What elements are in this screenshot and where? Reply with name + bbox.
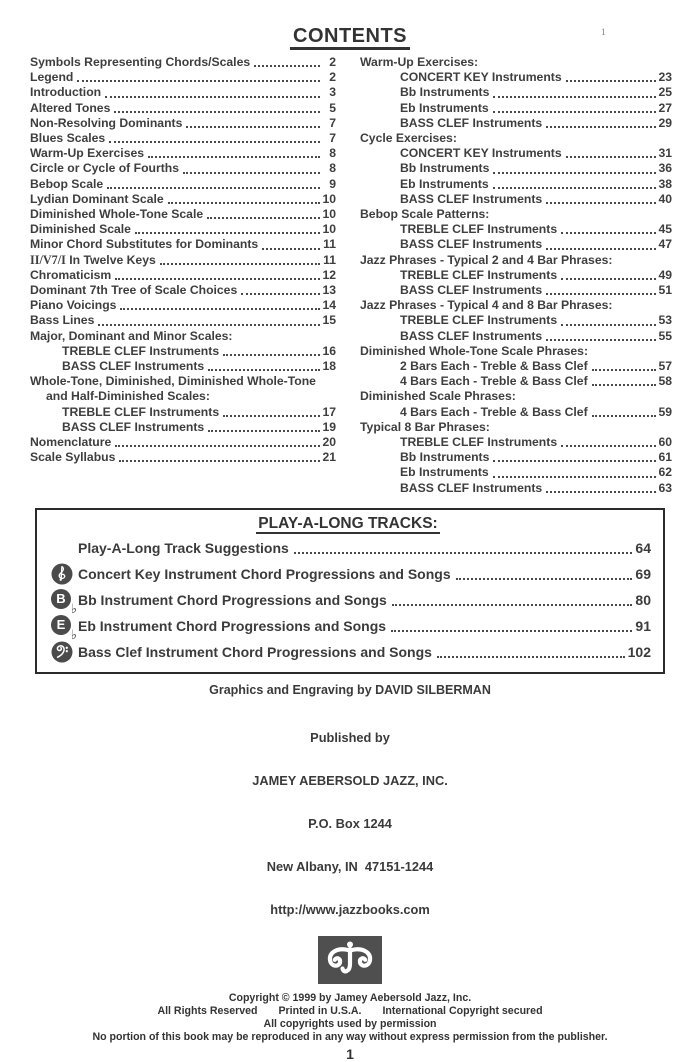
- corner-page-number: 1: [601, 27, 606, 37]
- toc-entry-label: BASS CLEF Instruments: [400, 191, 543, 206]
- toc-entry-label: Nomenclature: [30, 435, 112, 450]
- toc-section-header: [360, 55, 672, 70]
- dot-leader: [186, 126, 320, 128]
- toc-entry: [360, 374, 672, 389]
- toc-entry: [30, 268, 336, 283]
- toc-entry: [30, 237, 336, 252]
- toc-section-header: [360, 298, 672, 313]
- toc-page-number: 29: [658, 115, 672, 130]
- dot-leader: [183, 172, 320, 174]
- dot-leader: [114, 111, 320, 113]
- intl-copyright-text: International Copyright secured: [382, 1004, 543, 1017]
- toc-entry: [360, 192, 672, 207]
- dot-leader: [561, 278, 656, 280]
- dot-leader: [98, 324, 320, 326]
- dot-leader: [77, 80, 320, 82]
- dot-leader: [119, 460, 320, 462]
- play-a-long-entry: [45, 537, 651, 559]
- toc-entry-label: Introduction: [30, 85, 102, 100]
- dot-leader: [561, 232, 656, 234]
- toc-page-number: 61: [658, 450, 672, 465]
- toc-entry: [30, 420, 336, 435]
- toc-page-number: 14: [322, 298, 336, 313]
- play-a-long-entry: [45, 563, 651, 585]
- toc-entry: [30, 85, 336, 100]
- toc-entry: [30, 192, 336, 207]
- logo-container: [0, 936, 700, 989]
- toc-page-number: 62: [658, 465, 672, 480]
- dot-leader: [437, 656, 625, 658]
- play-a-long-tracks-heading: [45, 515, 651, 533]
- toc-page-number: 19: [322, 419, 336, 434]
- toc-entry: [360, 435, 672, 450]
- play-a-long-entry-label: Eb Instrument Chord Progressions and Songs: [78, 617, 387, 634]
- permission-line: All copyrights used by permission: [263, 1018, 437, 1031]
- toc-page-number: 55: [658, 328, 672, 343]
- toc-page-number: 23: [658, 70, 672, 85]
- toc-page-number: 63: [658, 480, 672, 495]
- toc-entry: [30, 359, 336, 374]
- toc-page-number: 60: [658, 435, 672, 450]
- toc-columns: [30, 55, 672, 496]
- toc-page-number: 25: [658, 85, 672, 100]
- toc-page-number: 38: [658, 176, 672, 191]
- toc-page-number: 59: [658, 404, 672, 419]
- toc-entry-label: Eb Instruments: [400, 176, 489, 191]
- toc-entry-label: Cycle Exercises:: [360, 131, 457, 146]
- toc-entry-label: Legend: [30, 70, 74, 85]
- dot-leader: [561, 324, 656, 326]
- play-a-long-entry-label: Bass Clef Instrument Chord Progressions and Songs: [78, 643, 432, 660]
- dot-leader: [168, 202, 320, 204]
- dot-leader: [254, 65, 320, 67]
- toc-entry-label: Typical 8 Bar Phrases:: [360, 419, 490, 434]
- dot-leader: [148, 156, 320, 158]
- toc-page-number: 20: [322, 435, 336, 450]
- dot-leader: [546, 339, 656, 341]
- toc-page-number: 10: [322, 191, 336, 206]
- dot-leader: [592, 369, 656, 371]
- play-a-long-tracks-heading-text: PLAY-A-LONG TRACKS:: [258, 514, 438, 532]
- dot-leader: [546, 293, 656, 295]
- toc-entry: [30, 298, 336, 313]
- play-a-long-page-number: 69: [635, 565, 651, 582]
- toc-entry-label: Minor Chord Substitutes for Dominants: [30, 237, 259, 252]
- dot-leader: [546, 126, 656, 128]
- toc-entry-label: Bass Lines: [30, 313, 95, 328]
- toc-section-header: [30, 329, 336, 344]
- toc-entry: [30, 207, 336, 222]
- toc-entry-label: Eb Instruments: [400, 100, 489, 115]
- toc-entry: [30, 161, 336, 176]
- toc-entry: [360, 101, 672, 116]
- toc-page-number: 10: [322, 222, 336, 237]
- bass-clef-icon: [51, 641, 73, 663]
- toc-entry-label: Bebop Scale Patterns:: [360, 207, 490, 222]
- toc-entry-label: Scale Syllabus: [30, 450, 116, 465]
- toc-page-number: 2: [329, 70, 336, 85]
- toc-section-header: [360, 389, 672, 404]
- copyright-line: Copyright © 1999 by Jamey Aebersold Jazz, Inc.: [228, 991, 472, 1004]
- toc-entry: [360, 116, 672, 131]
- dot-leader: [294, 552, 633, 554]
- toc-entry-label: 4 Bars Each - Treble & Bass Clef: [400, 404, 588, 419]
- toc-entry-label: BASS CLEF Instruments: [400, 237, 543, 252]
- toc-entry-label: Bb Instruments: [400, 450, 490, 465]
- flat-sign: ♭: [70, 627, 77, 643]
- toc-page-number: 36: [658, 161, 672, 176]
- toc-entry: [360, 146, 672, 161]
- toc-entry: [30, 146, 336, 161]
- toc-entry-label: Warm-Up Exercises:: [360, 55, 479, 69]
- toc-page-number: 16: [322, 343, 336, 358]
- publisher-address-block: [0, 703, 700, 932]
- toc-entry-label: TREBLE CLEF Instruments: [62, 343, 220, 358]
- play-a-long-entry-label: Bb Instrument Chord Progressions and Songs: [78, 591, 387, 608]
- toc-entry-label: CONCERT KEY Instruments: [400, 70, 562, 85]
- toc-entry-label: Warm-Up Exercises: [30, 146, 145, 161]
- dot-leader: [262, 248, 320, 250]
- dot-leader: [241, 293, 320, 295]
- toc-entry: [360, 329, 672, 344]
- toc-entry-label: Diminished Whole-Tone Scale Phrases:: [360, 343, 589, 358]
- toc-page-number: 15: [322, 313, 336, 328]
- dot-leader: [546, 202, 656, 204]
- toc-entry-label: Jazz Phrases - Typical 4 and 8 Bar Phrases:: [360, 298, 613, 313]
- dot-leader: [391, 630, 632, 632]
- toc-entry-label: Whole-Tone, Diminished, Diminished Whole-Tone and Half-Diminished Scales:: [30, 374, 316, 404]
- toc-section-header: [360, 344, 672, 359]
- toc-entry-label: Blues Scales: [30, 131, 106, 146]
- toc-page-number: 45: [658, 222, 672, 237]
- dot-leader: [160, 263, 320, 265]
- toc-entry: [30, 405, 336, 420]
- toc-page-number: 11: [323, 252, 336, 267]
- dot-leader: [223, 354, 320, 356]
- toc-page-number: 5: [329, 100, 336, 115]
- toc-page-number: 47: [658, 237, 672, 252]
- circle-letter: B: [51, 589, 71, 609]
- roman-numeral-prefix: II/V7/I: [30, 252, 66, 267]
- toc-entry: [30, 222, 336, 237]
- contents-title-text: CONTENTS: [290, 25, 410, 50]
- dot-leader: [561, 445, 656, 447]
- toc-page-number: 57: [658, 359, 672, 374]
- toc-page-number: 31: [658, 146, 672, 161]
- bottom-page-number: 1: [346, 1046, 354, 1062]
- toc-entry: [30, 55, 336, 70]
- toc-entry: [30, 344, 336, 359]
- toc-page-number: 17: [322, 404, 336, 419]
- toc-entry: [360, 313, 672, 328]
- bb-circle-icon: [51, 589, 77, 617]
- toc-section-header: [30, 374, 336, 404]
- toc-entry-label: Jazz Phrases - Typical 2 and 4 Bar Phrases:: [360, 252, 613, 267]
- toc-entry: [360, 70, 672, 85]
- dot-leader: [120, 308, 320, 310]
- toc-entry-label: BASS CLEF Instruments: [62, 419, 205, 434]
- toc-entry: [360, 481, 672, 496]
- toc-entry-label: BASS CLEF Instruments: [400, 480, 543, 495]
- toc-entry-label: CONCERT KEY Instruments: [400, 146, 562, 161]
- play-a-long-entry: [45, 589, 651, 617]
- dot-leader: [546, 491, 656, 493]
- toc-entry-label: TREBLE CLEF Instruments: [400, 435, 558, 450]
- dot-leader: [135, 232, 320, 234]
- toc-column-right: [360, 55, 672, 496]
- credits-line: Graphics and Engraving by DAVID SILBERMAN: [209, 682, 491, 697]
- toc-entry: [30, 313, 336, 328]
- dot-leader: [493, 460, 656, 462]
- play-a-long-entry: [45, 641, 651, 663]
- toc-column-left: [30, 55, 336, 496]
- toc-section-header: [360, 207, 672, 222]
- toc-entry: [360, 222, 672, 237]
- play-a-long-page-number: 102: [627, 643, 651, 660]
- toc-entry-label: Diminished Whole-Tone Scale: [30, 207, 204, 222]
- dot-leader: [592, 415, 656, 417]
- toc-page-number: 2: [329, 55, 336, 69]
- publisher-name: JAMEY AEBERSOLD JAZZ, INC.: [252, 773, 448, 789]
- toc-page-number: 10: [322, 207, 336, 222]
- toc-entry-label: Symbols Representing Chords/Scales: [30, 55, 251, 69]
- toc-page-number: 58: [658, 374, 672, 389]
- toc-entry: [30, 70, 336, 85]
- toc-entry-label: Piano Voicings: [30, 298, 117, 313]
- toc-entry: [360, 405, 672, 420]
- toc-entry: [360, 268, 672, 283]
- toc-entry-label: II/V7/I In Twelve Keys: [30, 252, 156, 267]
- toc-entry-label: Major, Dominant and Minor Scales:: [30, 328, 233, 343]
- dot-leader: [566, 80, 656, 82]
- toc-entry: [30, 131, 336, 146]
- toc-page-number: 12: [322, 267, 336, 282]
- play-a-long-tracks-box: [35, 508, 665, 674]
- toc-entry: [30, 253, 336, 268]
- toc-entry: [360, 237, 672, 252]
- website-line: http://www.jazzbooks.com: [270, 902, 430, 918]
- published-by-line: Published by: [310, 730, 390, 746]
- toc-entry: [360, 161, 672, 176]
- play-a-long-entry: [45, 615, 651, 643]
- reproduction-notice: No portion of this book may be reproduced in any way without express permission from the publisher.: [92, 1031, 608, 1044]
- dot-leader: [493, 111, 656, 113]
- toc-page-number: 21: [322, 450, 336, 465]
- toc-entry: [360, 177, 672, 192]
- toc-entry: [360, 283, 672, 298]
- toc-entry-label: BASS CLEF Instruments: [400, 328, 543, 343]
- rights-reserved-text: All Rights Reserved: [157, 1004, 258, 1017]
- toc-entry-label: TREBLE CLEF Instruments: [400, 313, 558, 328]
- dot-leader: [105, 96, 320, 98]
- toc-entry: [30, 101, 336, 116]
- toc-entry-label: Circle or Cycle of Fourths: [30, 161, 179, 176]
- dot-leader: [115, 445, 320, 447]
- dot-leader: [208, 369, 320, 371]
- dot-leader: [493, 476, 656, 478]
- eb-circle-icon: [51, 615, 77, 643]
- toc-entry: [360, 465, 672, 480]
- dot-leader: [109, 141, 320, 143]
- dot-leader: [566, 156, 656, 158]
- play-a-long-page-number: 91: [635, 617, 651, 634]
- toc-page-number: 40: [658, 191, 672, 206]
- toc-entry-label: Bebop Scale: [30, 176, 104, 191]
- toc-entry-label: Altered Tones: [30, 100, 111, 115]
- city-line: New Albany, IN 47151-1244: [266, 859, 434, 875]
- toc-entry-label: Bb Instruments: [400, 161, 490, 176]
- dot-leader: [207, 217, 320, 219]
- toc-page-number: 9: [329, 176, 336, 191]
- jamey-aebersold-monogram-logo: [318, 936, 382, 984]
- dot-leader: [208, 430, 320, 432]
- toc-page-number: 13: [322, 283, 336, 298]
- dot-leader: [592, 384, 656, 386]
- toc-entry-label: TREBLE CLEF Instruments: [400, 222, 558, 237]
- toc-page-number: 49: [658, 267, 672, 282]
- toc-page-number: 11: [323, 237, 336, 252]
- toc-section-header: [360, 420, 672, 435]
- toc-page-number: 8: [329, 146, 336, 161]
- toc-entry: [360, 85, 672, 100]
- toc-page-number: 53: [658, 313, 672, 328]
- toc-entry-label: Bb Instruments: [400, 85, 490, 100]
- play-a-long-entry-label: Concert Key Instrument Chord Progressions and Songs: [78, 565, 451, 582]
- toc-page-number: 7: [329, 115, 336, 130]
- dot-leader: [493, 172, 656, 174]
- toc-entry-label: BASS CLEF Instruments: [400, 283, 543, 298]
- rights-line: [0, 1005, 700, 1018]
- dot-leader: [493, 96, 656, 98]
- play-a-long-entry-label: Play-A-Long Track Suggestions: [78, 539, 289, 556]
- toc-entry: [30, 177, 336, 192]
- toc-page-number: 51: [658, 283, 672, 298]
- po-box-line: P.O. Box 1244: [308, 816, 392, 832]
- toc-entry-label: 4 Bars Each - Treble & Bass Clef: [400, 374, 588, 389]
- toc-section-header: [360, 131, 672, 146]
- dot-leader: [392, 604, 633, 606]
- toc-entry: [30, 283, 336, 298]
- toc-page-number: 18: [322, 359, 336, 374]
- toc-entry: [360, 450, 672, 465]
- toc-page-number: 27: [658, 100, 672, 115]
- play-a-long-page-number: 64: [635, 539, 651, 556]
- copyright-block: [0, 992, 700, 1045]
- toc-entry-label: Lydian Dominant Scale: [30, 191, 164, 206]
- toc-entry: [30, 116, 336, 131]
- toc-entry-label: Diminished Scale: [30, 222, 131, 237]
- flat-sign: ♭: [70, 601, 77, 617]
- toc-entry-label: BASS CLEF Instruments: [62, 359, 205, 374]
- toc-entry: [360, 359, 672, 374]
- toc-entry-label: 2 Bars Each - Treble & Bass Clef: [400, 359, 588, 374]
- dot-leader: [456, 578, 633, 580]
- dot-leader: [223, 415, 320, 417]
- toc-page-number: 7: [329, 131, 336, 146]
- toc-page-number: 8: [329, 161, 336, 176]
- dot-leader: [546, 248, 656, 250]
- treble-clef-icon: [51, 563, 73, 585]
- circle-letter: E: [51, 615, 71, 635]
- toc-page-number: 3: [329, 85, 336, 100]
- dot-leader: [493, 187, 656, 189]
- dot-leader: [107, 187, 320, 189]
- play-a-long-rows: [45, 537, 651, 663]
- toc-entry-label: Non-Resolving Dominants: [30, 115, 183, 130]
- toc-entry-label: Chromaticism: [30, 267, 112, 282]
- toc-entry-label: Dominant 7th Tree of Scale Choices: [30, 283, 238, 298]
- toc-entry-label: BASS CLEF Instruments: [400, 115, 543, 130]
- toc-entry-label: Diminished Scale Phrases:: [360, 389, 516, 404]
- play-a-long-page-number: 80: [635, 591, 651, 608]
- toc-section-header: [360, 253, 672, 268]
- toc-entry-label: TREBLE CLEF Instruments: [400, 267, 558, 282]
- toc-entry-label: Eb Instruments: [400, 465, 489, 480]
- printed-in-usa-text: Printed in U.S.A.: [278, 1004, 362, 1017]
- toc-entry: [30, 435, 336, 450]
- toc-entry: [30, 450, 336, 465]
- contents-title: [0, 25, 700, 48]
- dot-leader: [115, 278, 320, 280]
- toc-entry-label: TREBLE CLEF Instruments: [62, 404, 220, 419]
